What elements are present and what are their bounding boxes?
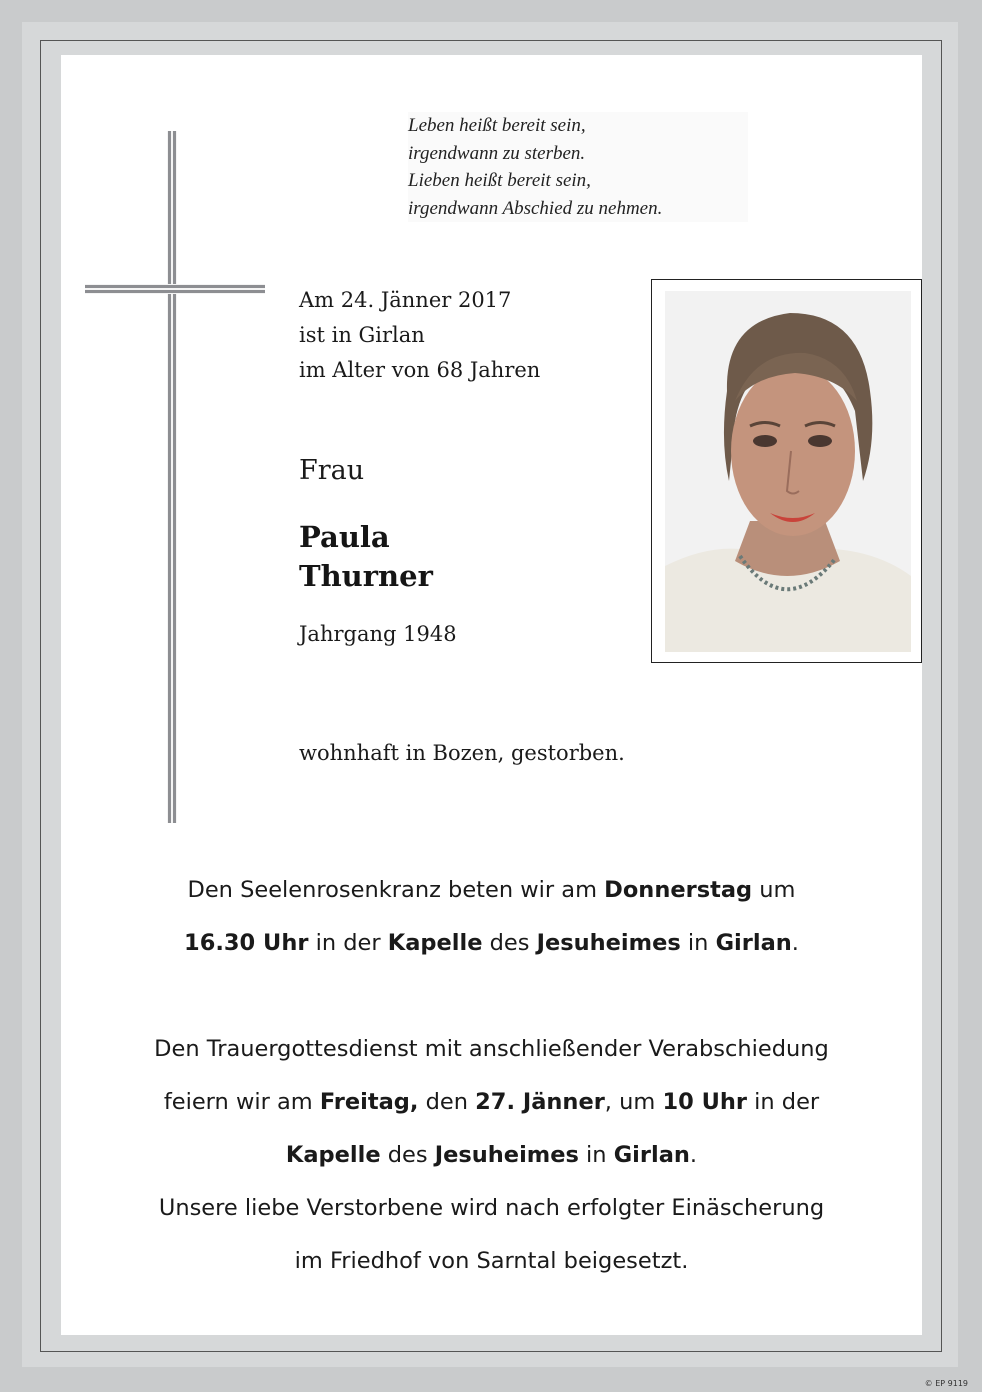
time: 10 Uhr [662, 1089, 747, 1115]
text-segment: den [418, 1089, 476, 1115]
place: Jesuheimes [536, 930, 681, 956]
text-segment: in der [746, 1089, 820, 1115]
text-segment: in der [308, 930, 388, 956]
cross-horizontal-bar [85, 284, 265, 294]
birth-year: Jahrgang 1948 [299, 622, 457, 646]
text-segment: in [578, 1142, 614, 1168]
time: 16.30 Uhr [184, 930, 309, 956]
text-segment: des [380, 1142, 435, 1168]
quote-line: Lieben heißt bereit sein, [408, 170, 591, 191]
cross-vertical-bar [167, 131, 177, 823]
portrait-photo [665, 291, 911, 652]
text-segment: des [482, 930, 537, 956]
text-segment: um [752, 877, 796, 903]
quote-line: irgendwann Abschied zu nehmen. [408, 197, 663, 219]
announcement-line: ist in Girlan [299, 323, 425, 347]
text-segment: feiern wir am [163, 1089, 320, 1115]
rosary-paragraph [61, 864, 922, 970]
death-announcement [299, 283, 540, 388]
funeral-line [61, 1076, 922, 1129]
deceased-name [299, 518, 433, 596]
salutation: Frau [299, 455, 365, 486]
quote-line: Leben heißt bereit sein, [408, 115, 586, 136]
print-mark: © EP 9119 [924, 1379, 968, 1388]
first-name: Paula [299, 520, 390, 554]
rosary-line [61, 864, 922, 917]
text-segment: . [791, 930, 799, 956]
day-name: Freitag, [319, 1089, 419, 1115]
text-segment: , um [604, 1089, 663, 1115]
text-segment: . [689, 1142, 698, 1168]
quote-line: irgendwann zu sterben. [408, 142, 586, 164]
funeral-line: Den Trauergottesdienst mit anschließender Verabschiedung [154, 1036, 829, 1062]
funeral-line [61, 1129, 922, 1182]
funeral-line: im Friedhof von Sarntal beigesetzt. [294, 1248, 689, 1274]
place: Kapelle [387, 930, 483, 956]
announcement-line: im Alter von 68 Jahren [299, 358, 541, 382]
text-segment: in [680, 930, 716, 956]
residence-line: wohnhaft in Bozen, gestorben. [299, 741, 625, 765]
funeral-line: Unsere liebe Verstorbene wird nach erfolgter Einäscherung [158, 1195, 825, 1221]
place: Girlan [715, 930, 792, 956]
day-name: Donnerstag [604, 877, 753, 903]
place: Jesuheimes [434, 1142, 579, 1168]
place: Kapelle [285, 1142, 381, 1168]
funeral-paragraph [61, 1023, 922, 1288]
announcement-line: Am 24. Jänner 2017 [299, 288, 512, 312]
rosary-line [61, 917, 922, 970]
date: 27. Jänner [475, 1089, 605, 1115]
memorial-quote [408, 112, 748, 222]
place: Girlan [613, 1142, 690, 1168]
text-segment: Den Seelenrosenkranz beten wir am [187, 877, 605, 903]
last-name: Thurner [299, 559, 433, 593]
